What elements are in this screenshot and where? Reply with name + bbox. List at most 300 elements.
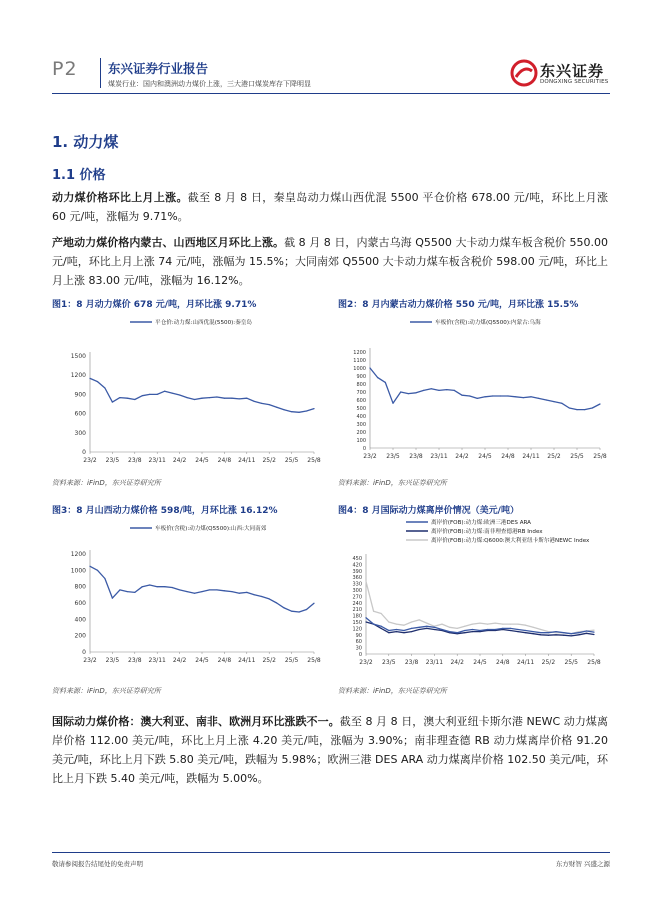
data-point: [495, 622, 496, 623]
legend-label: 车板价(含税):动力煤(Q5500):内蒙古:乌海: [435, 320, 541, 326]
paragraph-international-prices: [52, 712, 608, 788]
y-tick-label: 1500: [70, 353, 86, 360]
data-point: [431, 388, 432, 389]
x-tick-label: 23/2: [363, 453, 377, 460]
data-point: [97, 381, 98, 382]
paragraph-origin-prices: [52, 233, 608, 290]
data-point: [510, 624, 511, 625]
data-point: [555, 631, 556, 632]
x-tick-label: 25/5: [570, 453, 584, 460]
y-tick-label: 30: [355, 645, 362, 652]
x-tick-label: 23/8: [128, 457, 142, 464]
figure-1-source: 资料来源：iFinD，东兴证券研究所: [52, 479, 161, 487]
x-tick-label: 24/5: [195, 457, 209, 464]
data-point: [396, 624, 397, 625]
footer-disclaimer-note: 敬请参阅报告结尾处的免责声明: [52, 860, 143, 868]
data-point: [112, 598, 113, 599]
figure-1-caption: 图1：8 月动力煤价 678 元/吨，月环比涨 9.71%: [52, 300, 257, 310]
y-tick-label: 600: [74, 600, 86, 607]
data-point: [298, 412, 299, 413]
y-tick-label: 400: [74, 616, 86, 624]
report-subtitle: 煤炭行业：国内和澳洲动力煤价上涨，三大港口煤炭库存下降明显: [108, 80, 311, 88]
data-point: [546, 399, 547, 400]
data-point: [403, 625, 404, 626]
x-tick-label: 25/5: [284, 657, 299, 664]
data-point: [396, 631, 397, 632]
data-point: [472, 629, 473, 630]
data-point: [186, 591, 187, 592]
data-point: [313, 408, 314, 409]
paragraph-body: 截至 8 月 8 日，秦皇岛动力煤山西优混 5500 平仓价格 678.00 元/吨，环比上月涨 60 元/吨，涨幅为 9.71%。: [52, 191, 608, 223]
data-point: [500, 395, 501, 396]
data-point: [525, 625, 526, 626]
report-series-title: 东兴证券行业报告: [108, 61, 209, 76]
data-point: [495, 629, 496, 630]
series-line: [90, 566, 314, 612]
data-point: [507, 395, 508, 396]
y-tick-label: 1000: [70, 567, 86, 575]
page-number: P2: [52, 58, 78, 80]
data-point: [284, 607, 285, 608]
y-tick-label: 150: [352, 620, 362, 626]
data-point: [164, 586, 165, 587]
header-rule: [52, 93, 610, 94]
legend-label: 平仓价:动力煤:山西优混(5500):秦皇岛: [155, 320, 252, 326]
data-point: [584, 409, 585, 410]
footer-rule: [52, 852, 610, 853]
data-point: [127, 398, 128, 399]
x-tick-label: 24/2: [455, 453, 469, 460]
data-point: [426, 628, 427, 629]
data-point: [464, 632, 465, 633]
logo-name: 东兴证券: [540, 62, 605, 80]
legend-label: 离岸价(FOB):动力煤:南非理查德港RB Index: [431, 529, 543, 535]
data-point: [515, 396, 516, 397]
data-point: [209, 397, 210, 398]
y-tick-label: 0: [82, 649, 86, 656]
data-point: [142, 586, 143, 587]
figure-2-chart: [338, 316, 610, 470]
series-line: [90, 378, 314, 412]
data-point: [119, 397, 120, 398]
data-point: [224, 398, 225, 399]
data-point: [523, 397, 524, 398]
data-point: [388, 621, 389, 622]
data-point: [530, 396, 531, 397]
x-tick-label: 24/11: [522, 453, 540, 460]
data-point: [172, 393, 173, 394]
y-tick-label: 90: [355, 632, 362, 639]
paragraph-lead: 国际动力煤价格：澳大利亚、南非、欧洲月环比涨跌不一。: [52, 715, 340, 728]
data-point: [246, 592, 247, 593]
figure-1-chart: [52, 316, 324, 470]
data-point: [246, 398, 247, 399]
data-point: [561, 403, 562, 404]
data-point: [487, 629, 488, 630]
data-point: [298, 611, 299, 612]
x-tick-label: 23/2: [83, 457, 97, 464]
y-tick-label: 800: [74, 583, 86, 591]
data-point: [525, 632, 526, 633]
legend-label: 离岸价(FOB):动力煤:欧洲三港DES ARA: [431, 520, 532, 526]
y-tick-label: 270: [352, 594, 362, 601]
data-point: [231, 398, 232, 399]
data-point: [479, 622, 480, 623]
data-point: [134, 592, 135, 593]
y-tick-label: 700: [356, 390, 366, 396]
data-point: [419, 627, 420, 628]
data-point: [291, 611, 292, 612]
data-point: [517, 624, 518, 625]
paragraph-lead: 动力煤价格环比上月上涨。: [52, 191, 188, 204]
data-point: [373, 611, 374, 612]
data-point: [269, 404, 270, 405]
x-tick-label: 24/2: [172, 657, 187, 664]
data-point: [127, 591, 128, 592]
data-point: [525, 630, 526, 631]
y-tick-label: 300: [356, 422, 366, 428]
x-tick-label: 23/5: [105, 457, 120, 464]
x-tick-label: 25/2: [262, 657, 276, 664]
data-point: [510, 628, 511, 629]
data-point: [194, 593, 195, 594]
company-logo: [510, 58, 610, 88]
paragraph-body: 截 8 月 8 日，内蒙古乌海 Q5500 大卡动力煤车板含税价 550.00 元/吨，环比上月上涨 74 元/吨，涨幅为 15.5%；大同南郊 Q5500 大卡动力煤车板含税价 598.00 元/吨，环比上月上涨 83.00 元/吨，涨幅为 16.12%。: [52, 236, 608, 287]
data-point: [464, 630, 465, 631]
y-tick-label: 0: [358, 652, 362, 658]
data-point: [569, 407, 570, 408]
y-tick-label: 200: [356, 430, 366, 436]
series-line: [370, 368, 600, 410]
data-point: [434, 629, 435, 630]
data-point: [104, 578, 105, 579]
data-point: [555, 634, 556, 635]
data-point: [484, 396, 485, 397]
data-point: [449, 631, 450, 632]
x-tick-label: 25/2: [547, 453, 561, 460]
x-tick-label: 24/11: [238, 457, 256, 464]
paragraph-body: 截至 8 月 8 日，澳大利亚纽卡斯尔港 NEWC 动力煤离岸价格 112.00 美元/吨，环比上月上涨 4.20 美元/吨，涨幅为 3.90%；南非理查德 RB 动力煤离岸价格 91.20 美元/吨，环比上月下跌 5.80 美元/吨，跌幅为 5.98%；欧洲三港 DES ARA 动力煤离岸价格 102.50 美元/吨，环比上月下跌 5.40 美元/吨，跌幅为 5.00%。: [52, 715, 609, 785]
data-point: [209, 589, 210, 590]
x-tick-label: 23/11: [148, 457, 166, 464]
figure-3-caption: 图3：8 月山西动力煤价格 598/吨，月环比涨 16.12%: [52, 506, 278, 516]
logo-mark-icon: [510, 59, 538, 87]
paragraph-lead: 产地动力煤价格内蒙古、山西地区月环比上涨。: [52, 236, 285, 249]
x-tick-label: 23/11: [430, 453, 448, 460]
data-point: [254, 401, 255, 402]
data-point: [533, 631, 534, 632]
data-point: [385, 382, 386, 383]
data-point: [239, 398, 240, 399]
data-point: [593, 634, 594, 635]
data-point: [477, 398, 478, 399]
data-point: [548, 635, 549, 636]
data-point: [284, 409, 285, 410]
logo-english-name: DONGXING SECURITIES: [540, 79, 609, 85]
data-point: [571, 635, 572, 636]
data-point: [269, 598, 270, 599]
data-point: [89, 378, 90, 379]
data-point: [142, 395, 143, 396]
data-point: [540, 632, 541, 633]
data-point: [593, 630, 594, 631]
data-point: [381, 628, 382, 629]
y-tick-label: 0: [362, 446, 366, 452]
y-tick-label: 1200: [70, 372, 86, 380]
y-tick-label: 100: [356, 438, 366, 444]
data-point: [576, 409, 577, 410]
x-tick-label: 23/5: [382, 659, 396, 666]
data-point: [449, 627, 450, 628]
data-point: [403, 632, 404, 633]
data-point: [553, 401, 554, 402]
data-point: [276, 602, 277, 603]
subsection-heading: 1.1 价格: [52, 168, 106, 183]
x-tick-label: 24/8: [217, 657, 232, 664]
data-point: [586, 633, 587, 634]
x-tick-label: 25/2: [541, 659, 556, 666]
y-tick-label: 600: [356, 398, 366, 404]
footer-slogan: 东方财智 兴盛之源: [555, 860, 610, 868]
data-point: [502, 624, 503, 625]
data-point: [365, 581, 366, 582]
data-point: [306, 410, 307, 411]
data-point: [578, 634, 579, 635]
y-tick-label: 1100: [353, 358, 366, 364]
data-point: [464, 626, 465, 627]
x-tick-label: 23/2: [83, 657, 97, 664]
data-point: [479, 630, 480, 631]
data-point: [186, 397, 187, 398]
data-point: [411, 628, 412, 629]
data-point: [231, 591, 232, 592]
data-point: [540, 634, 541, 635]
data-point: [172, 587, 173, 588]
data-point: [586, 630, 587, 631]
data-point: [97, 570, 98, 571]
data-point: [472, 631, 473, 632]
x-tick-label: 23/8: [409, 453, 423, 460]
x-tick-label: 24/5: [195, 657, 209, 664]
data-point: [179, 394, 180, 395]
x-tick-label: 25/8: [307, 457, 321, 464]
x-tick-label: 24/2: [450, 659, 464, 666]
data-point: [104, 387, 105, 388]
x-tick-label: 23/11: [425, 659, 444, 666]
y-tick-label: 0: [82, 449, 86, 456]
y-tick-label: 600: [74, 410, 86, 418]
data-point: [239, 593, 240, 594]
data-point: [502, 628, 503, 629]
x-tick-label: 23/2: [359, 659, 373, 666]
data-point: [254, 594, 255, 595]
data-point: [408, 393, 409, 394]
data-point: [388, 632, 389, 633]
x-tick-label: 25/5: [564, 659, 578, 666]
y-tick-label: 390: [352, 568, 362, 575]
data-point: [201, 591, 202, 592]
y-tick-label: 1200: [353, 350, 366, 356]
data-point: [487, 624, 488, 625]
x-tick-label: 24/11: [238, 657, 256, 664]
data-point: [365, 617, 366, 618]
data-point: [403, 630, 404, 631]
data-point: [411, 631, 412, 632]
data-point: [571, 633, 572, 634]
data-point: [377, 377, 378, 378]
data-point: [540, 629, 541, 630]
data-point: [369, 367, 370, 368]
data-point: [510, 630, 511, 631]
data-point: [134, 399, 135, 400]
data-point: [533, 627, 534, 628]
data-point: [457, 628, 458, 629]
y-tick-label: 120: [352, 626, 362, 633]
header-divider: [100, 58, 101, 88]
data-point: [157, 586, 158, 587]
data-point: [119, 589, 120, 590]
y-tick-label: 900: [74, 391, 86, 399]
data-point: [593, 632, 594, 633]
x-tick-label: 24/2: [172, 457, 187, 464]
y-tick-label: 300: [352, 588, 362, 594]
data-point: [396, 629, 397, 630]
data-point: [446, 389, 447, 390]
data-point: [224, 590, 225, 591]
x-tick-label: 24/5: [473, 659, 487, 666]
data-point: [538, 398, 539, 399]
y-tick-label: 900: [356, 374, 366, 380]
y-tick-label: 60: [355, 639, 362, 646]
data-point: [469, 395, 470, 396]
data-point: [472, 624, 473, 625]
figure-2-caption: 图2：8 月内蒙古动力煤价格 550 元/吨，月环比涨 15.5%: [338, 300, 579, 310]
y-tick-label: 400: [356, 414, 366, 420]
section-heading: 1. 动力煤: [52, 133, 119, 151]
figure-4-caption: 图4：8 月国际动力煤离岸价情况（美元/吨）: [338, 506, 519, 516]
figure-2-source: 资料来源：iFinD，东兴证券研究所: [338, 479, 447, 487]
data-point: [479, 631, 480, 632]
figure-4-source: 资料来源：iFinD，东兴证券研究所: [338, 687, 447, 695]
data-point: [461, 395, 462, 396]
data-point: [261, 403, 262, 404]
y-tick-label: 210: [352, 607, 362, 614]
x-tick-label: 23/5: [386, 453, 400, 460]
x-tick-label: 25/8: [593, 453, 607, 460]
x-tick-label: 24/8: [501, 453, 515, 460]
data-point: [548, 632, 549, 633]
data-point: [306, 609, 307, 610]
data-point: [216, 589, 217, 590]
y-tick-label: 1200: [70, 551, 86, 558]
y-tick-label: 360: [352, 575, 362, 582]
data-point: [426, 626, 427, 627]
data-point: [157, 394, 158, 395]
data-point: [261, 596, 262, 597]
data-point: [149, 584, 150, 585]
y-tick-label: 200: [74, 632, 86, 640]
data-point: [599, 403, 600, 404]
x-tick-label: 24/11: [516, 659, 535, 666]
x-tick-label: 25/8: [587, 659, 601, 666]
data-point: [411, 621, 412, 622]
x-tick-label: 23/8: [404, 659, 419, 666]
data-point: [365, 621, 366, 622]
data-point: [438, 390, 439, 391]
data-point: [419, 629, 420, 630]
y-tick-label: 300: [74, 429, 86, 437]
data-point: [578, 632, 579, 633]
data-point: [533, 633, 534, 634]
data-point: [415, 392, 416, 393]
data-point: [381, 626, 382, 627]
data-point: [392, 403, 393, 404]
data-point: [291, 411, 292, 412]
data-point: [563, 635, 564, 636]
x-tick-label: 24/5: [478, 453, 492, 460]
data-point: [216, 396, 217, 397]
x-tick-label: 24/8: [496, 659, 510, 666]
data-point: [592, 407, 593, 408]
data-point: [164, 391, 165, 392]
y-tick-label: 330: [352, 581, 362, 588]
data-point: [454, 390, 455, 391]
y-tick-label: 500: [356, 406, 366, 412]
x-tick-label: 25/2: [262, 457, 276, 464]
data-point: [179, 589, 180, 590]
data-point: [457, 632, 458, 633]
data-point: [149, 394, 150, 395]
y-tick-label: 420: [352, 562, 362, 569]
legend-label: 车板价(含税):动力煤(Q5500):山西:大同南郊: [155, 526, 267, 532]
y-tick-label: 240: [352, 600, 362, 607]
data-point: [419, 619, 420, 620]
data-point: [517, 629, 518, 630]
data-point: [313, 603, 314, 604]
y-tick-label: 1000: [353, 366, 366, 372]
figure-4-chart: [338, 516, 610, 672]
x-tick-label: 25/5: [284, 457, 299, 464]
data-point: [276, 407, 277, 408]
x-tick-label: 23/8: [128, 657, 142, 664]
data-point: [388, 630, 389, 631]
data-point: [517, 631, 518, 632]
figure-3-source: 资料来源：iFinD，东兴证券研究所: [52, 687, 161, 695]
data-point: [112, 401, 113, 402]
data-point: [492, 395, 493, 396]
x-tick-label: 24/8: [217, 457, 232, 464]
data-point: [426, 622, 427, 623]
y-tick-label: 800: [356, 382, 366, 388]
y-tick-label: 450: [352, 556, 362, 562]
data-point: [441, 629, 442, 630]
series-line: [366, 582, 594, 634]
x-tick-label: 23/5: [105, 657, 120, 664]
figure-3-chart: [52, 522, 324, 672]
data-point: [201, 398, 202, 399]
y-tick-label: 180: [352, 613, 362, 620]
data-point: [434, 627, 435, 628]
data-point: [194, 399, 195, 400]
paragraph-thermal-coal: [52, 188, 608, 226]
x-tick-label: 25/8: [307, 657, 321, 664]
data-point: [381, 613, 382, 614]
x-tick-label: 23/11: [148, 657, 166, 664]
data-point: [423, 390, 424, 391]
legend-label: 离岸价(FOB):动力煤:Q6000:澳大利亚纽卡斯尔港NEWC Index: [431, 538, 590, 544]
data-point: [563, 632, 564, 633]
data-point: [89, 566, 90, 567]
